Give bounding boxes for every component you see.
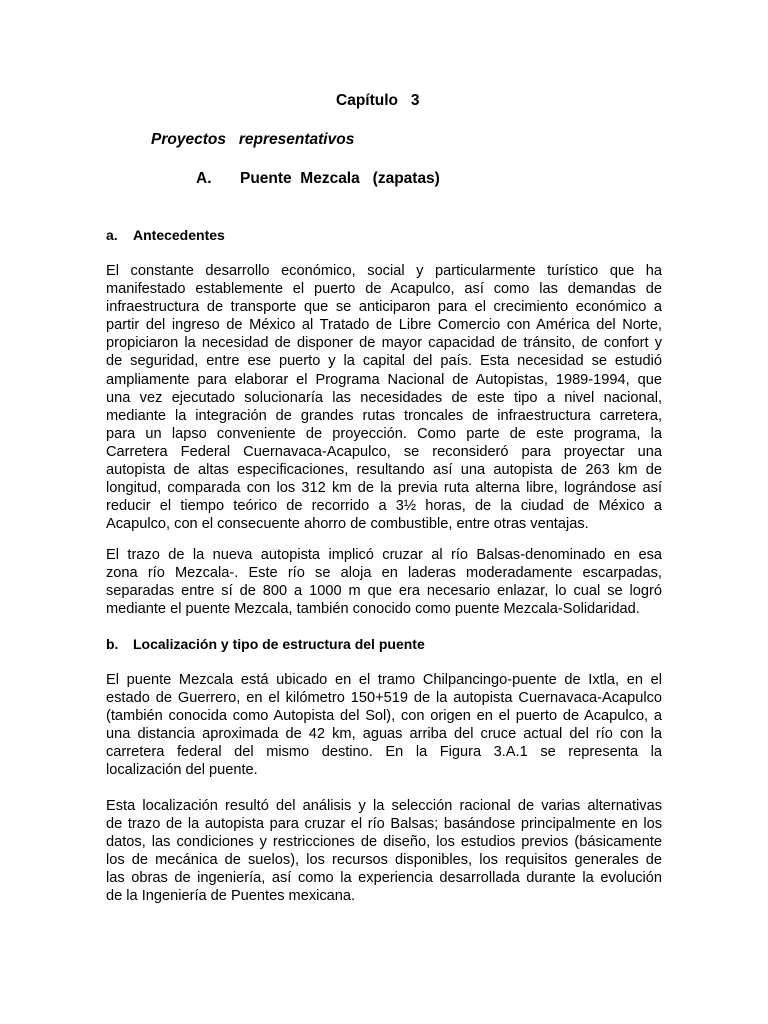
chapter-title: Capítulo 3 [336,92,420,109]
paragraph-line: carretera federal del mismo destino. En la Figura 3.A.1 se representa la [106,744,662,761]
section-title-text: Puente Mezcala (zapatas) [240,170,440,187]
paragraph-line: datos, las condiciones y restricciones de diseño, los estudios previos (básicamente [106,834,662,851]
chapter-subtitle: Proyectos representativos [151,131,355,148]
paragraph-line: las obras de ingeniería, así como la experiencia desarrollada durante la evolución [106,870,662,887]
paragraph-line: para un lapso conveniente de proyección. Como parte de este programa, la [106,425,662,442]
paragraph-line: El trazo de la nueva autopista implicó cruzar al río Balsas-denominado en esa [106,547,662,563]
paragraph [106,797,662,906]
paragraph-line: manifestado establemente el puerto de Acapulco, así como las demandas de [106,281,662,298]
section-title [196,170,440,188]
paragraph-line: de la Ingeniería de Puentes mexicana. [106,888,356,905]
paragraph-line: de seguridad, entre ese puerto y la capital del país. Esta necesidad se estudió [106,353,662,370]
subsection-heading-localizacion [106,636,425,652]
paragraph-line: una vez ejecutado solucionaría las necesidades de este tipo a nivel nacional, [106,389,662,406]
paragraph [106,546,662,618]
paragraph-line: localización del puente. [106,762,258,779]
subsection-marker: a. [106,227,118,243]
paragraph-line: reducir el tiempo teórico de recorrido a 3½ horas, de la ciudad de México a [106,498,662,515]
paragraph [106,262,662,533]
paragraph-line: estado de Guerrero, en el kilómetro 150+519 de la autopista Cuernavaca-Acapulco [106,690,662,707]
paragraph-line: los de mecánica de suelos), los recursos disponibles, los requisitos generales de [106,852,662,869]
paragraph-line: propiciaron la necesidad de disponer de mayor capacidad de tránsito, de confort y [106,335,662,352]
section-letter: A. [196,170,212,187]
paragraph [106,671,662,780]
paragraph-line: Carretera Federal Cuernavaca-Acapulco, se reconsideró para proyectar una [106,443,662,460]
subsection-heading-antecedentes [106,227,225,243]
paragraph-line: autopista de altas especificaciones, resultando así una autopista de 263 km de [106,462,662,479]
paragraph-line: de trazo de la autopista para cruzar el río Balsas; basándose principalmente en los [106,816,662,833]
subsection-marker: b. [106,636,119,652]
paragraph-line: longitud, comparada con los 312 km de la previa ruta alterna libre, lográndose así [106,480,662,497]
paragraph-line: El puente Mezcala está ubicado en el tramo Chilpancingo-puente de Ixtla, en el [106,672,662,688]
subsection-title: Localización y tipo de estructura del puente [133,636,425,652]
paragraph-line: partir del ingreso de México al Tratado de Libre Comercio con América del Norte, [106,317,662,334]
paragraph-line: Esta localización resultó del análisis y la selección racional de varias alternativas [106,798,662,814]
paragraph-line: El constante desarrollo económico, social y particularmente turístico que ha [106,263,662,279]
paragraph-line: ampliamente para elaborar el Programa Nacional de Autopistas, 1989-1994, que [106,371,662,388]
paragraph-line: separadas entre sí de 800 a 1000 m que era necesario enlazar, lo cual se logró [106,583,662,600]
paragraph-line: Acapulco, con el consecuente ahorro de combustible, entre otras ventajas. [106,516,589,533]
subsection-title: Antecedentes [133,227,225,243]
paragraph-line: mediante el puente Mezcala, también conocido como puente Mezcala-Solidaridad. [106,601,640,618]
paragraph-line: infraestructura de transporte que se anticiparon para el crecimiento económico a [106,299,662,316]
paragraph-line: mediante la integración de grandes rutas troncales de infraestructura carretera, [106,407,662,424]
paragraph-line: zona río Mezcala-. Este río se aloja en laderas moderadamente escarpadas, [106,565,662,582]
paragraph-line: (también conocida como Autopista del Sol), con origen en el puerto de Acapulco, a [106,708,662,725]
paragraph-line: una distancia aproximada de 42 km, aguas arriba del cruce actual del río con la [106,726,662,743]
